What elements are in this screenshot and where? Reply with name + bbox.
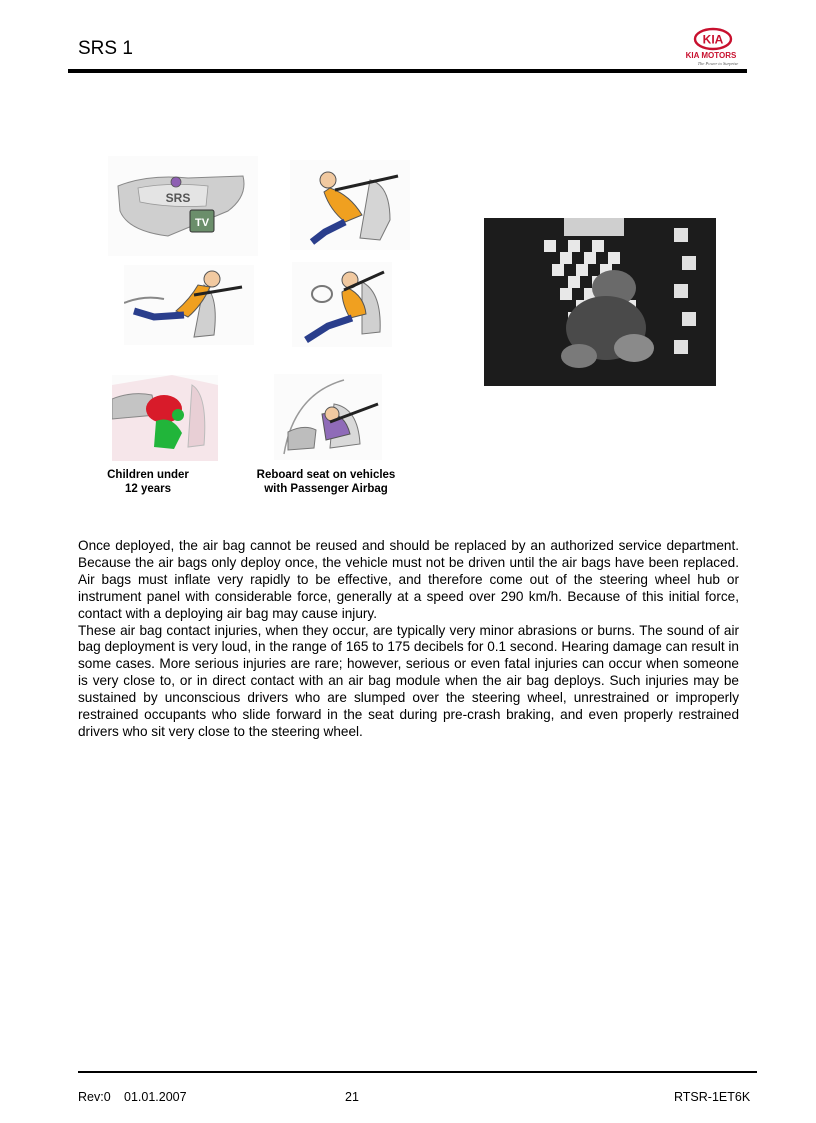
kia-motors-logo — [678, 27, 744, 67]
svg-text:KIA MOTORS: KIA MOTORS — [685, 51, 737, 60]
footer-revision: Rev:0 — [78, 1090, 111, 1104]
body-text — [78, 538, 739, 741]
paragraph-deployment: Once deployed, the air bag cannot be reused and should be replaced by an authorized service department. Because the air bags only deploy once, the vehicle must not be driven until the air bags have been replaced. Air bags must inflate very rapidly to be effective, and therefore come out of the steering wheel hub or instrument panel with considerable force, generally at a speed over 290 km/h. Because of this initial force, contact with a deploying air bag may cause injury. — [78, 538, 739, 621]
srs-label: SRS — [165, 191, 191, 205]
footer-rule — [78, 1071, 757, 1073]
crash-photo-graphic — [484, 218, 716, 386]
header-rule — [68, 69, 747, 73]
page-title: SRS 1 — [78, 38, 133, 59]
crash-test-dummy-photo — [484, 218, 716, 386]
caption-children-under-12: Children under 12 years — [107, 469, 189, 495]
caption-reboard-seat: Reboard seat on vehicles with Passenger Airbag — [256, 469, 396, 495]
footer-doc-code: RTSR-1ET6K — [674, 1090, 751, 1104]
reboard-child-seat-illustration — [274, 374, 382, 460]
tv-label: TV — [194, 217, 210, 229]
srs-dashboard-illustration — [108, 156, 258, 256]
footer-page-number: 21 — [345, 1090, 359, 1104]
reclined-occupant-illustration — [124, 265, 254, 345]
driver-seatbelt-illustration — [290, 160, 410, 250]
svg-text:The Power to Surprise: The Power to Surprise — [697, 61, 739, 66]
child-airbag-illustration — [112, 375, 218, 461]
svg-text:KIA: KIA — [702, 32, 724, 47]
paragraph-contact-injuries: These air bag contact injuries, when they occur, are typically very minor abrasions or burns. The sound of air bag deployment is very loud, in the range of 165 to 175 decibels for 0.1 second. Hearing damage can result in some cases. More serious injuries are rare; however, serious or even fatal injuries can occur when someone is very close to, or in direct contact with an air bag module when the air bag deploys. Such injuries may be sustained by unconscious drivers who are slumped over the steering wheel, unrestrained or improperly restrained occupants who slide forward in the seat during pre-crash braking, and even properly restrained drivers who sit very close to the steering wheel. — [78, 622, 739, 739]
footer-date: 01.01.2007 — [124, 1090, 187, 1104]
close-to-wheel-illustration — [292, 262, 392, 347]
